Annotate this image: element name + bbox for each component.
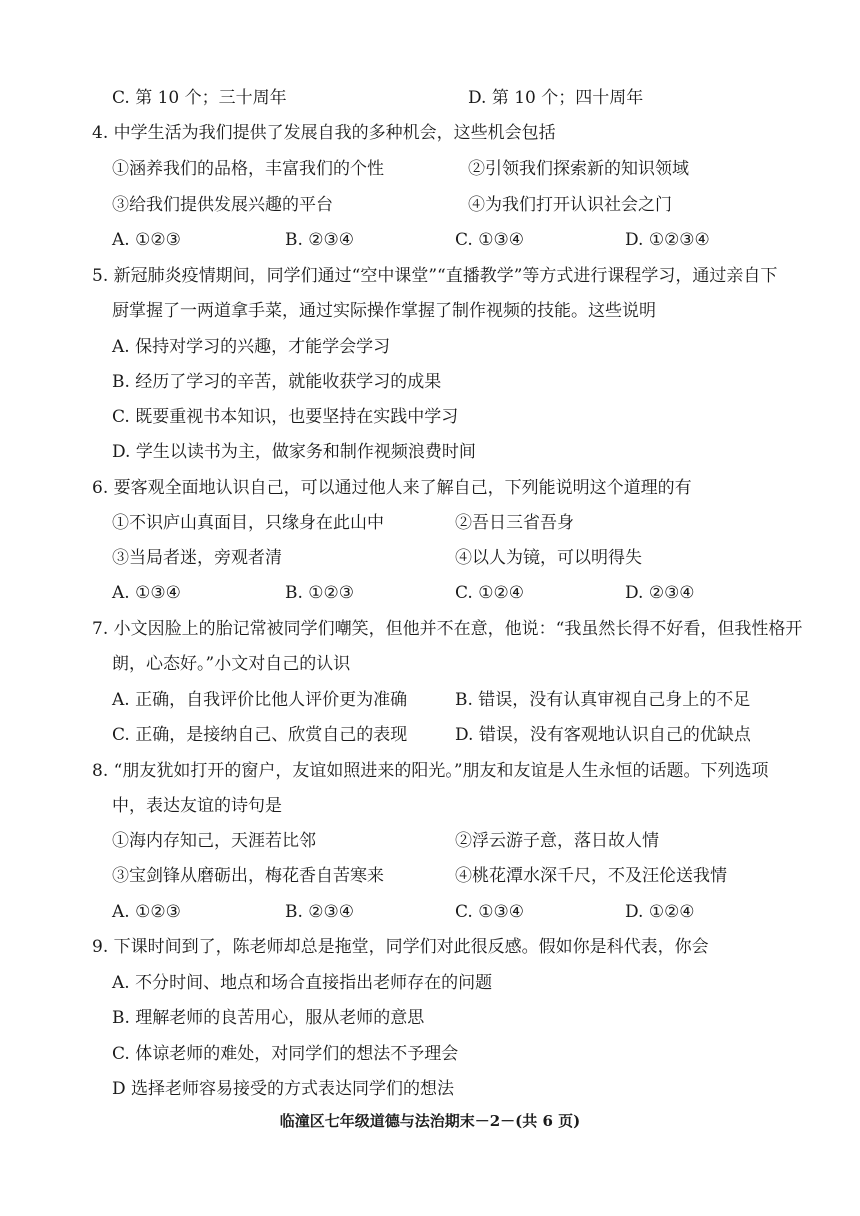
q5-option-c: C. 既要重视书本知识，也要坚持在实践中学习	[112, 407, 459, 427]
q8-item-4: ④桃花潭水深千尺，不及汪伦送我情	[455, 866, 727, 886]
q4-item-4: ④为我们打开认识社会之门	[468, 195, 672, 215]
q7-option-c: C. 正确，是接纳自己、欣赏自己的表现	[112, 725, 408, 745]
q4-item-2: ②引领我们探索新的知识领域	[468, 159, 689, 179]
q7-option-d: D. 错误，没有客观地认识自己的优缺点	[455, 725, 751, 745]
q6-item-2: ②吾日三省吾身	[455, 513, 574, 533]
q8-option-a: A. ①②③	[112, 902, 181, 922]
q4-item-1: ①涵养我们的品格，丰富我们的个性	[112, 159, 384, 179]
q5-stem-line1: 5. 新冠肺炎疫情期间，同学们通过“空中课堂”“直播教学”等方式进行课程学习，通过亲自下	[92, 266, 778, 286]
q4-option-b: B. ②③④	[285, 230, 355, 250]
q4-option-d: D. ①②③④	[625, 230, 710, 250]
q4-stem: 4. 中学生活为我们提供了发展自我的多种机会，这些机会包括	[92, 123, 556, 143]
q7-stem-line1: 7. 小文因脸上的胎记常被同学们嘲笑，但他并不在意，他说：“我虽然长得不好看，但我性格开	[92, 619, 803, 639]
q6-item-4: ④以人为镜，可以明得失	[455, 548, 642, 568]
q7-option-b: B. 错误，没有认真审视自己身上的不足	[455, 690, 751, 710]
q9-option-c: C. 体谅老师的难处，对同学们的想法不予理会	[112, 1044, 459, 1064]
q5-option-a: A. 保持对学习的兴趣，才能学会学习	[112, 337, 391, 357]
q6-stem: 6. 要客观全面地认识自己，可以通过他人来了解自己，下列能说明这个道理的有	[92, 478, 692, 498]
q9-option-a: A. 不分时间、地点和场合直接指出老师存在的问题	[112, 973, 493, 993]
q8-item-2: ②浮云游子意，落日故人情	[455, 831, 659, 851]
q8-option-d: D. ①②④	[625, 902, 695, 922]
q8-item-1: ①海内存知己，天涯若比邻	[112, 831, 316, 851]
q8-item-3: ③宝剑锋从磨砺出，梅花香自苦寒来	[112, 866, 384, 886]
q8-option-c: C. ①③④	[455, 902, 524, 922]
page-footer: 临潼区七年级道德与法治期末－2－(共 6 页)	[279, 1112, 581, 1130]
q7-stem-line2: 朗，心态好。”小文对自己的认识	[112, 654, 351, 674]
q8-stem-line2: 中，表达友谊的诗句是	[112, 796, 282, 816]
q5-option-d: D. 学生以读书为主，做家务和制作视频浪费时间	[112, 442, 476, 462]
q6-option-b: B. ①②③	[285, 583, 355, 603]
q4-option-c: C. ①③④	[455, 230, 524, 250]
q4-option-a: A. ①②③	[112, 230, 181, 250]
q6-item-3: ③当局者迷，旁观者清	[112, 548, 282, 568]
q3-option-c: C. 第 10 个；三十周年	[112, 88, 287, 108]
q3-option-d: D. 第 10 个；四十周年	[468, 88, 644, 108]
q5-stem-line2: 厨掌握了一两道拿手菜，通过实际操作掌握了制作视频的技能。这些说明	[112, 301, 656, 321]
q8-option-b: B. ②③④	[285, 902, 355, 922]
q7-option-a: A. 正确，自我评价比他人评价更为准确	[112, 690, 408, 710]
q8-stem-line1: 8. “朋友犹如打开的窗户，友谊如照进来的阳光。”朋友和友谊是人生永恒的话题。下列选项	[92, 761, 769, 781]
q5-option-b: B. 经历了学习的辛苦，就能收获学习的成果	[112, 372, 442, 392]
q6-option-a: A. ①③④	[112, 583, 181, 603]
q9-stem: 9. 下课时间到了，陈老师却总是拖堂，同学们对此很反感。假如你是科代表，你会	[92, 937, 709, 957]
q6-option-c: C. ①②④	[455, 583, 524, 603]
q9-option-d: D 选择老师容易接受的方式表达同学们的想法	[112, 1079, 455, 1099]
q6-option-d: D. ②③④	[625, 583, 695, 603]
q6-item-1: ①不识庐山真面目，只缘身在此山中	[112, 513, 384, 533]
q4-item-3: ③给我们提供发展兴趣的平台	[112, 195, 333, 215]
q9-option-b: B. 理解老师的良苦用心，服从老师的意思	[112, 1008, 425, 1028]
